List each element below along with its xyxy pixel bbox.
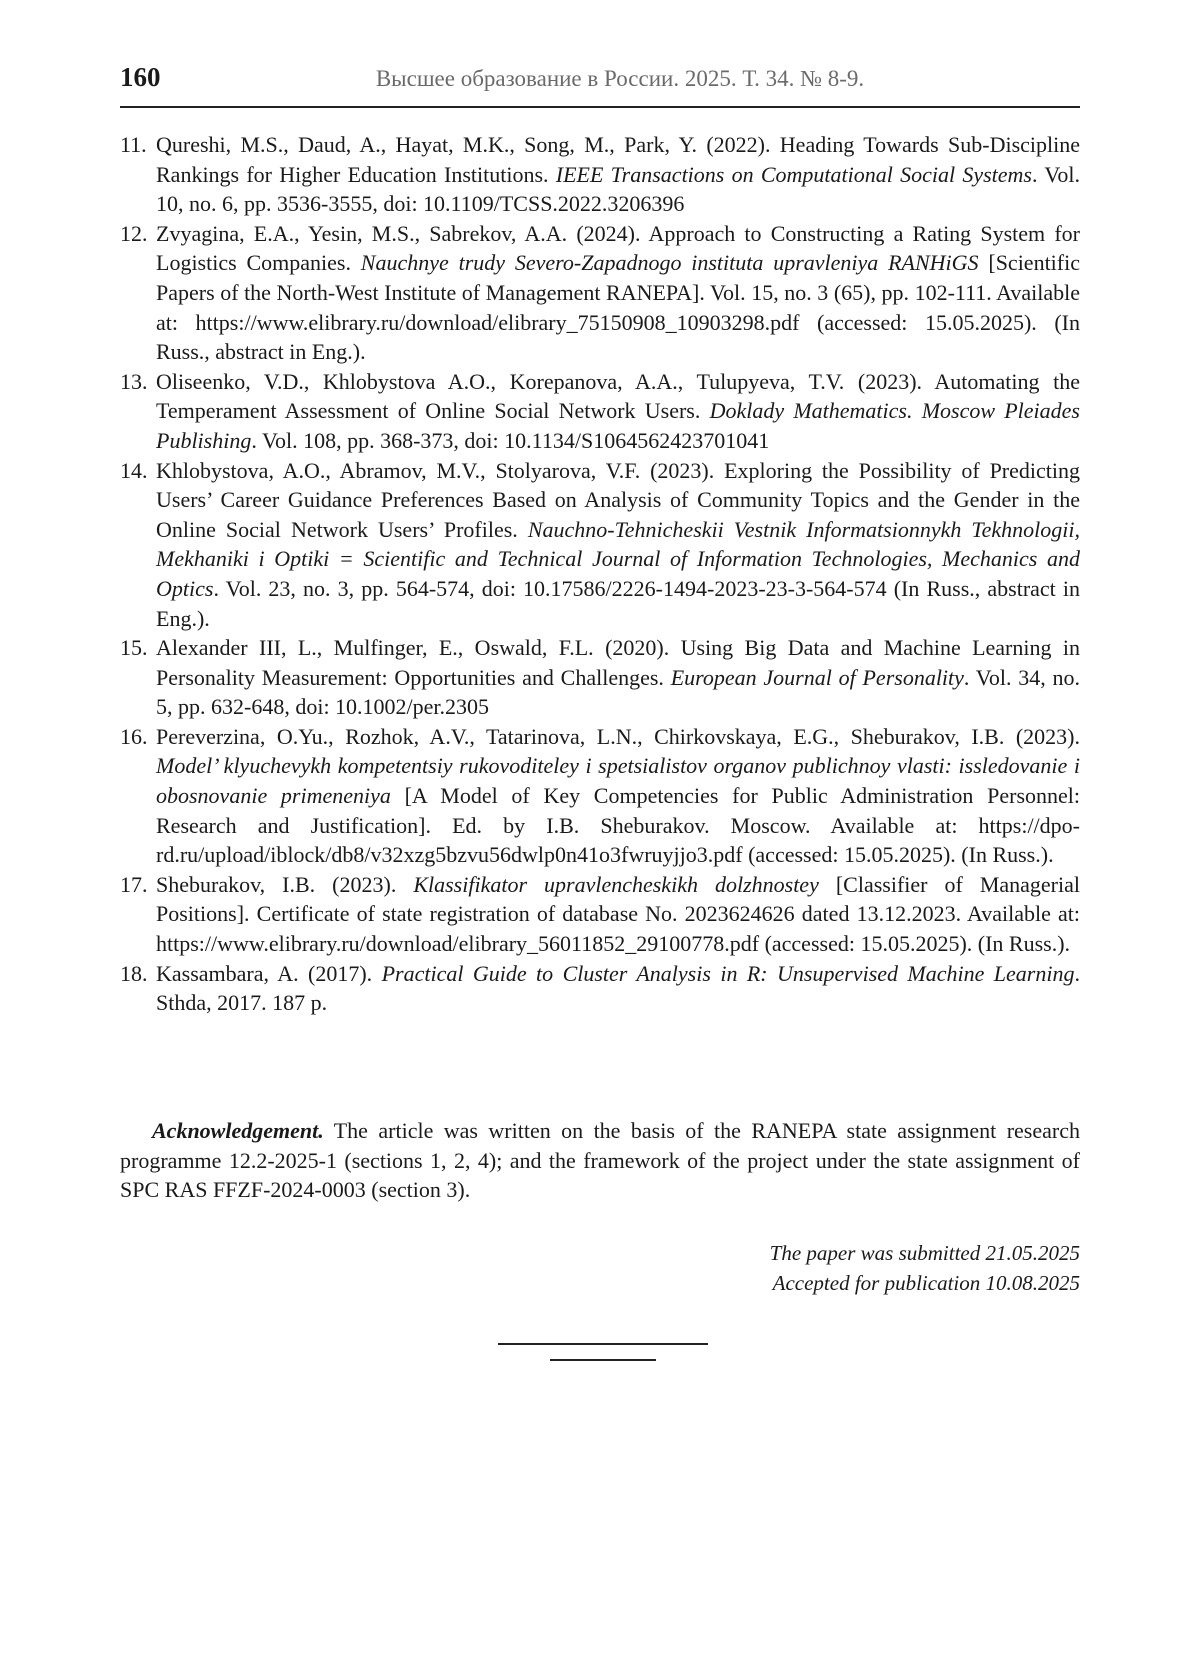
reference-item <box>120 722 1080 870</box>
reference-number: 18. <box>120 960 148 986</box>
reference-item <box>120 633 1080 722</box>
reference-authors: Zvyagina, E.A., Yesin, M.S., Sabrekov, A.A. (2024). Approach to Constructing a Rating System for Logistics Companies. <box>156 220 1080 276</box>
end-rule-long <box>498 1343 708 1345</box>
reference-details: [Classifier of Managerial Positions]. Certificate of state registration of database No. 2023624626 dated 13.12.2023. Available at: https://www.elibrary.ru/download/elibrary_56011852_29100778.pdf (accessed: 15.05.2025). (In Russ.). <box>156 871 1080 957</box>
reference-source: Nauchno-Tehnicheskii Vestnik Informatsionnykh Tekhnologii, Mekhaniki i Optiki = Scientific and Technical Journal of Information Technologies, Mechanics and Optics <box>156 516 1080 601</box>
reference-number: 12. <box>120 220 148 246</box>
reference-details: [A Model of Key Competencies for Public Administration Personnel: Research and Justification]. Ed. by I.B. Sheburakov. Moscow. Available at: https://dpo-rd.ru/upload/iblock/db8/v32xzg5bzvu56dwlp0n41o3fwruyjjo3.pdf (accessed: 15.05.2025). (In Russ.). <box>156 783 1080 868</box>
reference-number: 14. <box>120 457 148 483</box>
reference-text <box>156 872 1080 956</box>
reference-text <box>156 132 1080 216</box>
reference-details: . Vol. 108, pp. 368-373, doi: 10.1134/S1064562423701041 <box>251 427 770 453</box>
reference-details: . Vol. 34, no. 5, pp. 632-648, doi: 10.1002/per.2305 <box>156 664 1080 720</box>
reference-authors: Kassambara, A. (2017). <box>156 960 382 986</box>
reference-item <box>120 367 1080 456</box>
reference-authors: Khlobystova, A.O., Abramov, M.V., Stolyarova, V.F. (2023). Exploring the Possibility of Predicting Users’ Career Guidance Preferences Based on Analysis of Community Topics and the Gender in the Online Social Network Users’ Profiles. <box>156 457 1080 542</box>
submitted-date: The paper was submitted 21.05.2025 <box>769 1241 1080 1265</box>
reference-item <box>120 130 1080 219</box>
reference-text <box>156 221 1080 364</box>
reference-number: 15. <box>120 635 148 661</box>
reference-details: . Vol. 10, no. 6, pp. 3536-3555, doi: 10.1109/TCSS.2022.3206396 <box>156 161 1080 217</box>
reference-number: 17. <box>120 871 148 897</box>
reference-number: 16. <box>120 723 148 749</box>
page-number: 160 <box>120 62 161 92</box>
reference-item <box>120 959 1080 1018</box>
acknowledgement-text: The article was written on the basis of the RANEPA state assignment research programme 12.2-2025-1 (sections 1, 2, 4); and the framework of the project under the state assignment of SPC RAS FFZF-2024-0003 (section 3). <box>120 1118 1080 1203</box>
acknowledgement <box>120 1116 1080 1205</box>
reference-authors: Sheburakov, I.B. (2023). <box>156 871 414 897</box>
reference-text <box>156 635 1080 719</box>
reference-source: Practical Guide to Cluster Analysis in R: Unsupervised Machine Learning <box>381 960 1075 986</box>
page-header <box>120 58 1080 108</box>
journal-page <box>120 0 1080 1658</box>
reference-item <box>120 219 1080 367</box>
reference-authors: Oliseenko, V.D., Khlobystova A.O., Korepanova, A.A., Tulupyeva, T.V. (2023). Automating the Temperament Assessment of Online Social Network Users. <box>156 368 1080 424</box>
reference-source: Klassifikator upravlencheskikh dolzhnostey <box>413 871 819 897</box>
accepted-date: Accepted for publication 10.08.2025 <box>772 1271 1080 1295</box>
reference-text <box>156 724 1080 867</box>
reference-authors: Qureshi, M.S., Daud, A., Hayat, M.K., Song, M., Park, Y. (2022). Heading Towards Sub-Discipline Rankings for Higher Education Institutions. <box>156 132 1080 187</box>
reference-text <box>156 369 1080 453</box>
reference-details: . Sthda, 2017. 187 p. <box>156 960 1080 1016</box>
reference-details: [Scientific Papers of the North-West Institute of Management RANEPA]. Vol. 15, no. 3 (65), pp. 102-111. Available at: https://www.elibrary.ru/download/elibrary_75150908_10903298.pdf (accessed: 15.05.2025). (In Russ., abstract in Eng.). <box>156 250 1080 365</box>
reference-number: 11. <box>120 132 147 157</box>
publication-dates <box>770 1238 1080 1298</box>
reference-authors: Pereverzina, O.Yu., Rozhok, A.V., Tatarinova, L.N., Chirkovskaya, E.G., Sheburakov, I.B. (2023). <box>156 723 1080 749</box>
reference-details: . Vol. 23, no. 3, pp. 564-574, doi: 10.17586/2226-1494-2023-23-3-564-574 (In Russ., abstract in Eng.). <box>156 575 1080 631</box>
reference-source: Doklady Mathematics. Moscow Pleiades Publishing <box>156 398 1080 453</box>
reference-source: European Journal of Personality <box>670 664 964 690</box>
reference-list <box>120 130 1080 1018</box>
acknowledgement-label: Acknowledgement. <box>152 1118 324 1143</box>
reference-item <box>120 870 1080 959</box>
reference-source: Nauchnye trudy Severo-Zapadnogo instituta upravleniya RANHiGS <box>360 250 979 276</box>
running-title: Высшее образование в России. 2025. Т. 34. № 8-9. <box>375 66 865 91</box>
reference-text <box>156 961 1080 1016</box>
reference-authors: Alexander III, L., Mulfinger, E., Oswald, F.L. (2020). Using Big Data and Machine Learning in Personality Measurement: Opportunities and Challenges. <box>156 635 1080 690</box>
end-rule-short <box>550 1359 656 1361</box>
reference-source: IEEE Transactions on Computational Social Systems <box>555 161 1032 187</box>
reference-item <box>120 456 1080 634</box>
reference-source: Model’ klyuchevykh kompetentsiy rukovoditeley i spetsialistov organov publichnoy vlasti: issledovanie i obosnovanie primeneniya <box>156 753 1080 809</box>
reference-text <box>156 458 1080 631</box>
reference-number: 13. <box>120 368 148 394</box>
